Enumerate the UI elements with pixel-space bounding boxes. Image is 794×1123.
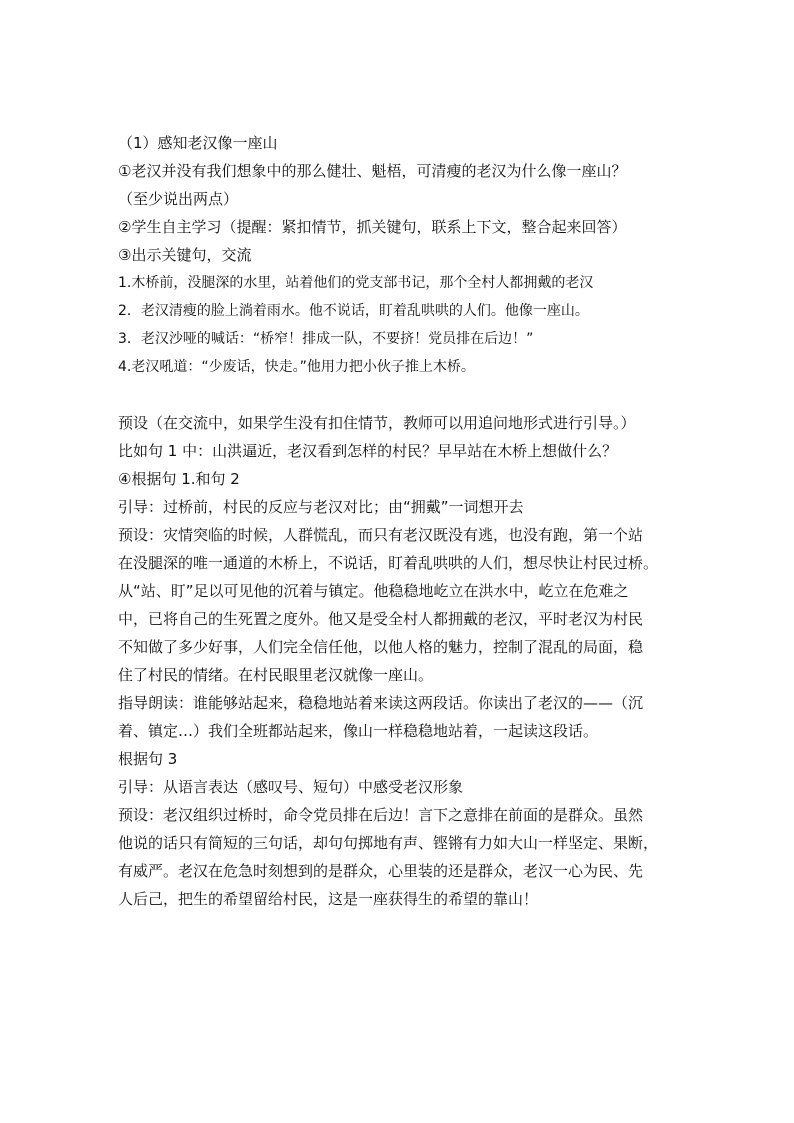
example-question: 比如句 1 中：山洪逼近，老汉看到怎样的村民？早早站在木桥上想做什么？ xyxy=(118,442,618,460)
preset-2-line: 不知做了多少好事，人们完全信任他，以他人格的魅力，控制了混乱的局面，稳 xyxy=(118,638,644,656)
guide-1: 引导：过桥前，村民的反应与老汉对比；由“拥戴”一词想开去 xyxy=(118,498,524,516)
question-4: ④根据句 1.和句 2 xyxy=(118,470,240,488)
blank-line xyxy=(118,381,678,409)
reading-guide-line: 指导朗读：谁能够站起来，稳稳地站着来读这两段话。你读出了老汉的——（沉 xyxy=(118,694,644,712)
question-3: ③出示关键句，交流 xyxy=(118,246,252,264)
preset-3-line: 有威严。老汉在危急时刻想到的是群众，心里装的还是群众，老汉一心为民、先 xyxy=(118,862,644,880)
preset-3-line: 预设：老汉组织过桥时，命令党员排在后边！言下之意排在前面的是群众。虽然 xyxy=(118,806,644,824)
preset-3-line: 他说的话只有简短的三句话，却句句掷地有声、铿锵有力如大山一样坚定、果断， xyxy=(118,834,659,852)
preset-intro: 预设（在交流中，如果学生没有扣住情节，教师可以用追问地形式进行引导。） xyxy=(118,414,636,432)
key-sentence-3: 3．老汉沙哑的喊话：“桥窄！排成一队，不要挤！党员排在后边！” xyxy=(118,331,534,347)
question-1-line-2: （至少说出两点） xyxy=(118,190,239,208)
section-title: （1）感知老汉像一座山 xyxy=(118,134,278,152)
preset-2-line: 住了村民的情绪。在村民眼里老汉就像一座山。 xyxy=(118,666,434,684)
preset-2-line: 中，已将自己的生死置之度外。他又是受全村人都拥戴的老汉，平时老汉为村民 xyxy=(118,610,644,628)
preset-2-line: 从“站、盯”足以可见他的沉着与镇定。他稳稳地屹立在洪水中，屹立在危难之 xyxy=(118,582,629,600)
preset-3-line: 人后己，把生的希望留给村民，这是一座获得生的希望的靠山！ xyxy=(118,890,539,908)
key-sentence-1: 1.木桥前，没腿深的水里，站着他们的党支部书记，那个全村人都拥戴的老汉 xyxy=(118,275,594,291)
sentence-3-heading: 根据句 3 xyxy=(118,750,178,768)
preset-2-line: 在没腿深的唯一通道的木桥上，不说话，盯着乱哄哄的人们，想尽快让村民过桥。 xyxy=(118,554,659,572)
question-2: ②学生自主学习（提醒：紧扣情节，抓关键句，联系上下文，整合起来回答） xyxy=(118,218,627,236)
guide-2: 引导：从语言表达（感叹号、短句）中感受老汉形象 xyxy=(118,778,464,796)
key-sentence-2: 2．老汉清瘦的脸上淌着雨水。他不说话，盯着乱哄哄的人们。他像一座山。 xyxy=(118,303,589,319)
key-sentence-4: 4.老汉吼道：“少废话，快走。”他用力把小伙子推上木桥。 xyxy=(118,359,475,375)
document-body xyxy=(118,129,678,913)
question-1-line-1: ①老汉并没有我们想象中的那么健壮、魁梧，可清瘦的老汉为什么像一座山？ xyxy=(118,162,627,180)
reading-guide-line: 着、镇定…）我们全班都站起来，像山一样稳稳地站着，一起读这段话。 xyxy=(118,722,599,740)
preset-2-line: 预设：灾情突临的时候，人群慌乱，而只有老汉既没有逃，也没有跑，第一个站 xyxy=(118,526,644,544)
